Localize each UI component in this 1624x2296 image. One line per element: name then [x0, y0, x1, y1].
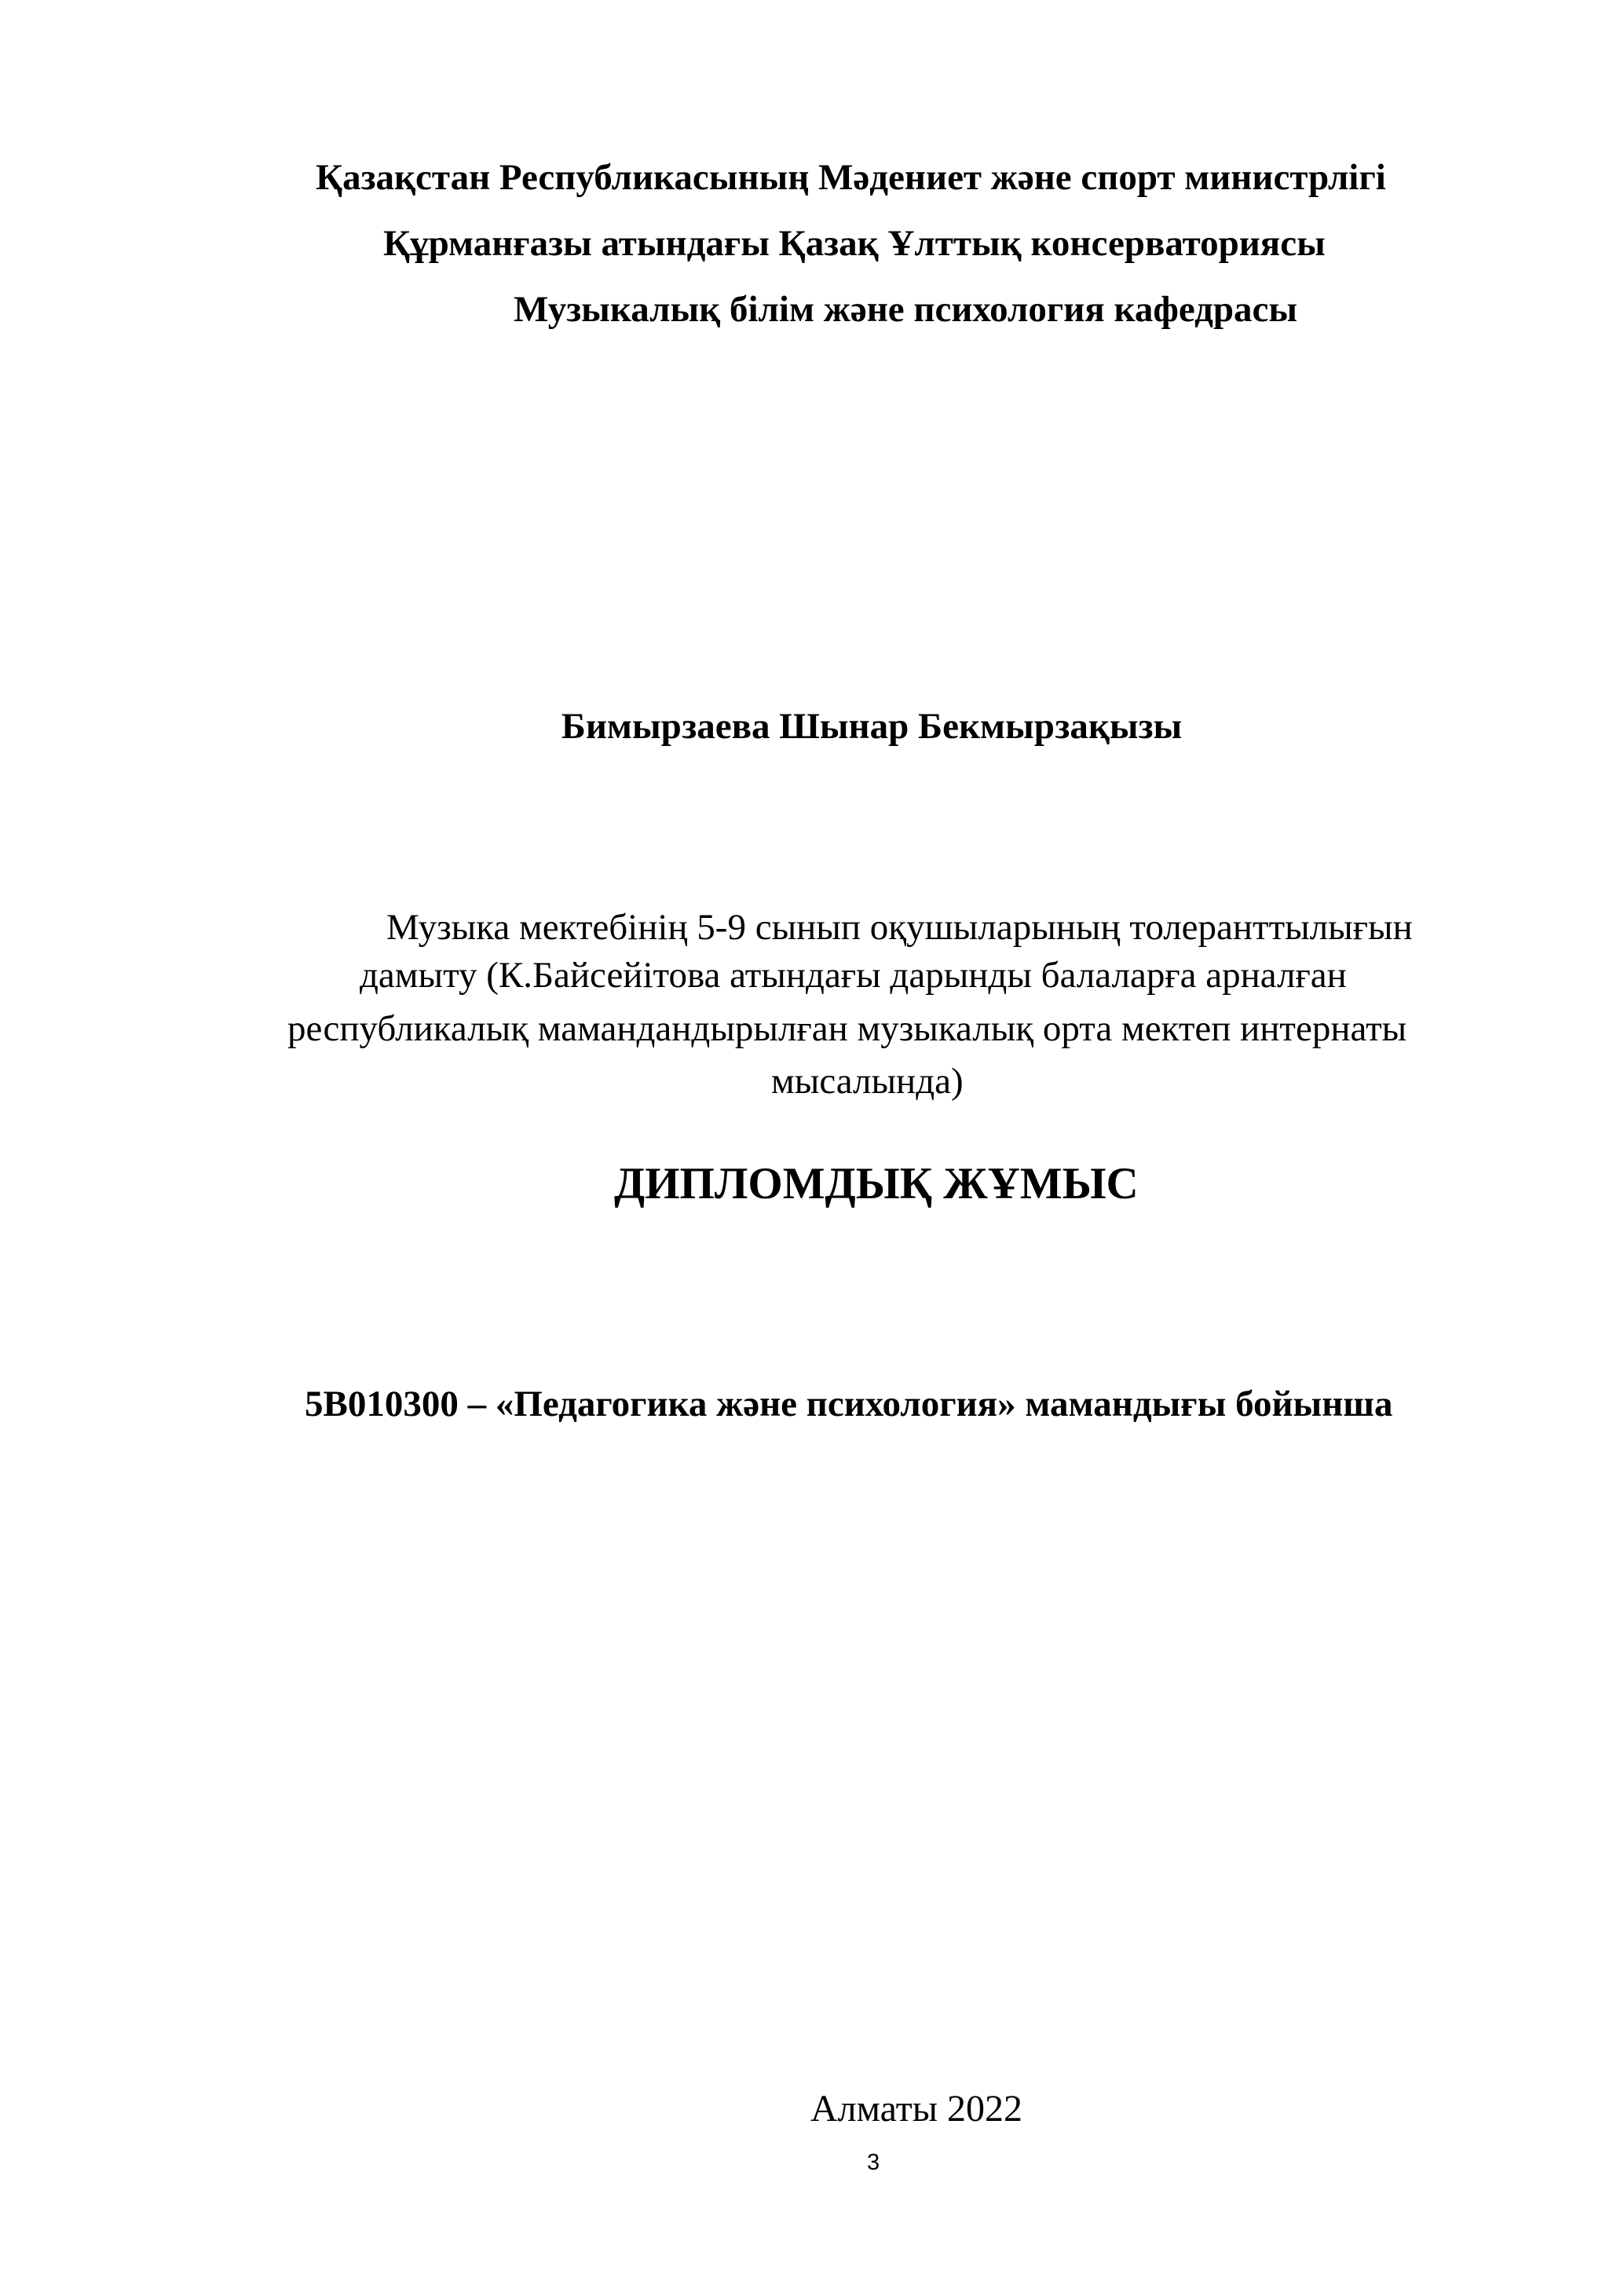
document-type-title: ДИПЛОМДЫҚ ЖҰМЫС — [614, 1159, 1139, 1208]
page-number: 3 — [867, 2150, 880, 2175]
conservatory-heading: Құрманғазы атындағы Қазақ Ұлттық консерваториясы — [383, 223, 1326, 264]
thesis-topic-line: мысалында) — [771, 1061, 964, 1102]
department-heading: Музыкалық білім және психология кафедрасы — [514, 289, 1298, 330]
thesis-topic-line: республикалық мамандандырылған музыкалық орта мектеп интернаты — [287, 1008, 1407, 1049]
ministry-heading: Қазақстан Республикасының Мәдениет және спорт министрлігі — [316, 157, 1386, 198]
author-name: Бимырзаева Шынар Бекмырзақызы — [561, 706, 1183, 747]
thesis-topic-line: Музыка мектебінің 5-9 сынып оқушыларының толеранттылығын — [386, 907, 1413, 948]
thesis-topic-line: дамыту (К.Байсейітова атындағы дарынды балаларға арналған — [360, 955, 1347, 996]
city-year: Алматы 2022 — [810, 2088, 1022, 2130]
specialty-line: 5В010300 – «Педагогика және психология» мамандығы бойынша — [305, 1384, 1393, 1424]
